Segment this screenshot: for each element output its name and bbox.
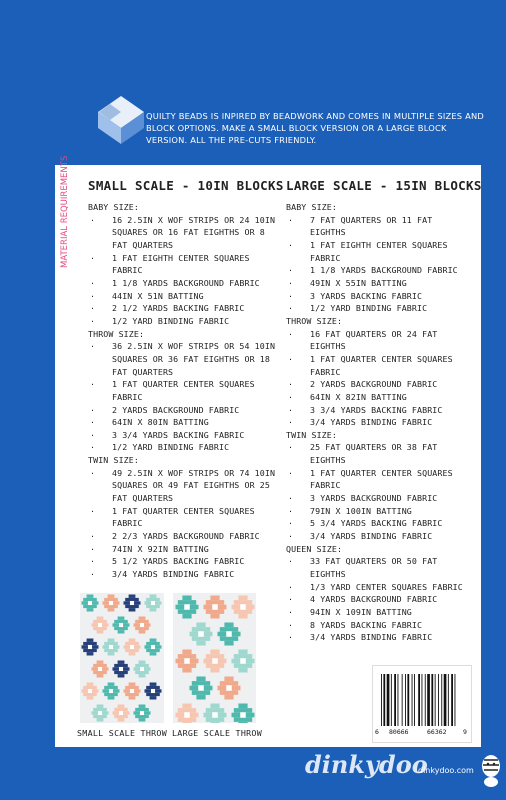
quilt-patch (108, 652, 115, 655)
quilt-patch (210, 722, 219, 723)
quilt-patch (178, 717, 196, 722)
material-label-text: MATERIAL REQUIREMENTS (60, 155, 70, 268)
bead-center (226, 631, 232, 637)
quilt-patch (196, 677, 205, 682)
quilt-patch (234, 717, 252, 722)
requirement-item: · 3 3/4 YARDS BACKING FABRIC (286, 404, 471, 417)
size-heading: BABY SIZE: (88, 202, 139, 212)
small-scale-title: SMALL SCALE - 10IN BLOCKS (88, 178, 284, 193)
requirement-list (286, 555, 471, 644)
quilt-patch (150, 608, 157, 611)
requirement-item: · 49IN X 55IN BATTING (286, 277, 471, 290)
quilt-patch (114, 620, 128, 623)
quilt-patch (83, 649, 97, 652)
requirement-item: · 3/4 YARDS BINDING FABRIC (286, 530, 471, 543)
requirement-item: · 5 1/2 YARDS BACKING FABRIC (88, 555, 283, 568)
bead-center (198, 631, 204, 637)
barcode-bar (422, 674, 423, 726)
barcode-digit-right: 9 (463, 728, 467, 736)
quilt-patch (83, 693, 97, 696)
quilt-patch (87, 608, 94, 611)
quilt-patch (139, 630, 146, 633)
quilt-patch (125, 598, 139, 601)
requirement-item: · 3/4 YARDS BINDING FABRIC (286, 416, 471, 429)
barcode-bar (435, 674, 436, 726)
bead-center (88, 601, 92, 605)
requirement-list (286, 441, 471, 542)
bead-center (240, 604, 246, 610)
quilt-patch (83, 686, 97, 689)
large-scale-list (286, 201, 471, 644)
quilt-patch (238, 704, 247, 709)
quilt-patch (234, 654, 252, 659)
barcode-bar (412, 674, 413, 726)
quilt-patch (108, 595, 115, 598)
quilt-patch (129, 595, 136, 598)
bead-center (130, 645, 134, 649)
requirement-item: · 4 YARDS BACKGROUND FABRIC (286, 593, 471, 606)
bead-center (130, 689, 134, 693)
barcode-bar (394, 674, 396, 726)
requirement-list (88, 467, 283, 581)
quilt-patch (150, 652, 157, 655)
requirement-item: · 1 FAT QUARTER CENTER SQUARES FABRIC (286, 353, 471, 378)
size-heading: THROW SIZE: (88, 328, 145, 339)
small-scale-column (88, 178, 283, 581)
quilt-patch (224, 623, 233, 628)
barcode-bar (398, 674, 399, 726)
requirement-item: · 2 YARDS BACKGROUND FABRIC (286, 378, 471, 391)
barcode-bar (455, 674, 456, 726)
quilt-patch (196, 695, 205, 700)
bead-center (240, 658, 246, 664)
quilt-patch (114, 671, 128, 674)
bead-center (109, 645, 113, 649)
quilt-patch (210, 596, 219, 601)
requirement-item: · 2 YARDS BACKGROUND FABRIC (88, 404, 283, 417)
requirement-list (286, 214, 471, 315)
quilt-patch (108, 683, 115, 686)
requirement-list (286, 328, 471, 429)
intro-text: QUILTY BEADS IS INPIRED BY BEADWORK AND COMES IN MULTIPLE SIZES AND BLOCK OPTIONS. MAKE A SMALL BLOCK VERSION OR A LARGE BLOCK VERSION. ALL THE PRE-CUTS FRIENDLY. (146, 111, 484, 146)
quilt-patch (135, 620, 149, 623)
requirement-item: · 64IN X 82IN BATTING (286, 391, 471, 404)
quilt-patch (87, 652, 94, 655)
dinkydoo-url: dinkydoo.com (418, 766, 474, 775)
quilt-patch (97, 617, 104, 620)
quilt-patch (220, 690, 238, 695)
bead-center (184, 604, 190, 610)
barcode-bar (387, 674, 390, 726)
bead-center (98, 667, 102, 671)
bead-center (212, 658, 218, 664)
quilt-patch (118, 674, 125, 677)
requirement-item: · 1 FAT QUARTER CENTER SQUARES FABRIC (286, 467, 471, 492)
quilt-patch (220, 681, 238, 686)
quilt-patch (93, 620, 107, 623)
quilt-patch (129, 696, 136, 699)
requirement-item: · 1/2 YARD BINDING FABRIC (286, 302, 471, 315)
quilt-patch (146, 649, 160, 652)
quilt-patch (114, 664, 128, 667)
quilt-patch (196, 623, 205, 628)
quilt-patch (178, 654, 196, 659)
requirement-item: · 2 1/2 YARDS BACKING FABRIC (88, 302, 283, 315)
bead-center (109, 601, 113, 605)
quilt-logo-icon (96, 94, 146, 146)
quilt-patch (139, 674, 146, 677)
quilt-patch (238, 722, 247, 723)
requirement-item: · 7 FAT QUARTERS OR 11 FAT EIGHTHS (286, 214, 471, 239)
quilt-patch (97, 718, 104, 721)
requirement-item: · 1 FAT EIGHTH CENTER SQUARES FABRIC (286, 239, 471, 264)
bead-center (212, 604, 218, 610)
bead-center (98, 711, 102, 715)
barcode-bar (414, 674, 415, 726)
quilt-patch (182, 722, 191, 723)
quilt-patch (108, 696, 115, 699)
requirement-item: · 1 1/8 YARDS BACKGROUND FABRIC (286, 264, 471, 277)
zebra-mascot-icon (478, 752, 504, 788)
quilt-patch (129, 683, 136, 686)
quilt-patch (238, 614, 247, 619)
bead-center (240, 712, 246, 718)
quilt-patch (135, 708, 149, 711)
quilt-patch (150, 696, 157, 699)
quilt-patch (83, 598, 97, 601)
quilt-patch (87, 683, 94, 686)
large-scale-column (286, 178, 482, 644)
quilt-patch (125, 605, 139, 608)
quilt-patch (192, 636, 210, 641)
quilt-patch (125, 693, 139, 696)
barcode-bar (441, 674, 442, 726)
requirement-item: · 1/2 YARD BINDING FABRIC (88, 315, 283, 328)
quilt-patch (146, 605, 160, 608)
quilt-patch (129, 639, 136, 642)
size-heading: QUEEN SIZE: (286, 543, 343, 554)
requirement-item: · 3 YARDS BACKGROUND FABRIC (286, 492, 471, 505)
requirement-item: · 64IN X 80IN BATTING (88, 416, 283, 429)
quilt-patch (139, 661, 146, 664)
barcode-bar (425, 674, 426, 726)
requirement-item: · 16 2.5IN X WOF STRIPS OR 24 10IN SQUARES OR 16 FAT EIGHTHS OR 8 FAT QUARTERS (88, 214, 283, 252)
quilt-patch (206, 609, 224, 614)
quilt-patch (220, 627, 238, 632)
quilt-patch (129, 608, 136, 611)
quilt-patch (150, 639, 157, 642)
barcode-bar (402, 674, 403, 726)
quilt-patch (118, 630, 125, 633)
quilt-patch (206, 654, 224, 659)
bead-center (184, 658, 190, 664)
barcode-digits-group1: 80666 (389, 728, 409, 736)
bead-center (212, 712, 218, 718)
small-scale-list (88, 201, 283, 581)
quilt-patch (210, 704, 219, 709)
requirement-item: · 8 YARDS BACKING FABRIC (286, 619, 471, 632)
quilt-patch (104, 686, 118, 689)
quilt-patch (118, 718, 125, 721)
large-scale-throw-label: LARGE SCALE THROW (172, 728, 263, 738)
small-scale-throw-label: SMALL SCALE THROW (77, 728, 168, 738)
bead-center (130, 601, 134, 605)
quilt-patch (93, 627, 107, 630)
quilt-patch (114, 627, 128, 630)
bead-center (88, 645, 92, 649)
requirement-item: · 36 2.5IN X WOF STRIPS OR 54 10IN SQUARES OR 36 FAT EIGHTHS OR 18 FAT QUARTERS (88, 340, 283, 378)
quilt-patch (83, 642, 97, 645)
quilt-patch (182, 650, 191, 655)
quilt-patch (104, 649, 118, 652)
requirement-item: · 25 FAT QUARTERS OR 38 FAT EIGHTHS (286, 441, 471, 466)
quilt-patch (146, 686, 160, 689)
requirement-item: · 44IN X 51N BATTING (88, 290, 283, 303)
quilt-patch (129, 652, 136, 655)
barcode-bar (418, 674, 420, 726)
size-heading: TWIN SIZE: (286, 429, 337, 440)
large-scale-throw-quilt-image (173, 593, 256, 723)
barcode-bar (407, 674, 409, 726)
quilt-patch (146, 693, 160, 696)
bead-center (88, 689, 92, 693)
quilt-patch (182, 704, 191, 709)
quilt-patch (93, 671, 107, 674)
quilt-patch (118, 705, 125, 708)
quilt-patch (210, 668, 219, 673)
quilt-patch (108, 639, 115, 642)
quilt-patch (139, 617, 146, 620)
bead-center (184, 712, 190, 718)
quilt-patch (125, 642, 139, 645)
size-heading: BABY SIZE: (286, 202, 337, 212)
barcode-bar (383, 674, 385, 726)
bead-center (98, 623, 102, 627)
requirement-item: · 1/2 YARD BINDING FABRIC (88, 441, 283, 454)
requirement-item: · 49 2.5IN X WOF STRIPS OR 74 10IN SQUARES OR 49 FAT EIGHTHS OR 25 FAT QUARTERS (88, 467, 283, 505)
bead-center (151, 601, 155, 605)
requirement-item: · 2 2/3 YARDS BACKGROUND FABRIC (88, 530, 283, 543)
quilt-patch (206, 717, 224, 722)
bead-center (140, 623, 144, 627)
quilt-patch (114, 715, 128, 718)
size-heading: TWIN SIZE: (88, 455, 139, 466)
requirement-item: · 94IN X 109IN BATTING (286, 606, 471, 619)
requirement-item: · 3 YARDS BACKING FABRIC (286, 290, 471, 303)
bead-center (119, 623, 123, 627)
barcode-bars (373, 666, 471, 742)
quilt-patch (135, 671, 149, 674)
quilt-patch (234, 600, 252, 605)
quilt-patch (178, 609, 196, 614)
bead-center (119, 667, 123, 671)
quilt-patch (139, 718, 146, 721)
barcode-bar (438, 674, 439, 726)
quilt-patch (104, 693, 118, 696)
quilt-patch (224, 677, 233, 682)
quilt-patch (182, 668, 191, 673)
requirement-item: · 1 FAT QUARTER CENTER SQUARES FABRIC (88, 378, 283, 403)
barcode-bar (444, 674, 447, 726)
quilt-patch (83, 605, 97, 608)
bead-center (140, 667, 144, 671)
quilt-patch (210, 614, 219, 619)
quilt-patch (93, 708, 107, 711)
quilt-patch (238, 596, 247, 601)
quilt-patch (178, 663, 196, 668)
quilt-patch (182, 614, 191, 619)
quilt-patch (206, 600, 224, 605)
quilt-background (80, 593, 164, 723)
barcode-bar (405, 674, 406, 726)
quilt-patch (97, 674, 104, 677)
quilt-patch (114, 708, 128, 711)
barcode-bar (451, 674, 453, 726)
quilt-patch (178, 600, 196, 605)
quilt-patch (139, 705, 146, 708)
requirement-item: · 33 FAT QUARTERS OR 50 FAT EIGHTHS (286, 555, 471, 580)
requirement-item: · 1 FAT EIGHTH CENTER SQUARES FABRIC (88, 252, 283, 277)
quilt-patch (146, 598, 160, 601)
quilt-patch (206, 663, 224, 668)
barcode-digit-left: 6 (375, 728, 379, 736)
bead-center (119, 711, 123, 715)
quilt-patch (97, 661, 104, 664)
quilt-patch (234, 663, 252, 668)
requirement-item: · 3/4 YARDS BINDING FABRIC (286, 631, 471, 644)
dinkydoo-watermark-logo: dinkydoo (305, 750, 428, 779)
quilt-patch (146, 642, 160, 645)
quilt-patch (87, 639, 94, 642)
quilt-patch (150, 683, 157, 686)
requirement-item: · 3 3/4 YARDS BACKING FABRIC (88, 429, 283, 442)
quilt-patch (238, 650, 247, 655)
quilt-patch (238, 668, 247, 673)
requirement-item: · 1 FAT QUARTER CENTER SQUARES FABRIC (88, 505, 283, 530)
quilt-patch (87, 595, 94, 598)
quilt-patch (192, 681, 210, 686)
quilt-patch (182, 596, 191, 601)
quilt-patch (97, 705, 104, 708)
quilt-patch (224, 641, 233, 646)
requirement-item: · 79IN X 100IN BATTING (286, 505, 471, 518)
quilt-patch (224, 695, 233, 700)
requirement-item: · 16 FAT QUARTERS OR 24 FAT EIGHTHS (286, 328, 471, 353)
quilt-patch (125, 686, 139, 689)
quilt-patch (206, 708, 224, 713)
requirement-item: · 3/4 YARDS BINDING FABRIC (88, 568, 283, 581)
barcode-bar (391, 674, 392, 726)
quilt-patch (150, 595, 157, 598)
bead-center (140, 711, 144, 715)
quilt-patch (118, 661, 125, 664)
requirement-item: · 1/3 YARD CENTER SQUARES FABRIC (286, 581, 471, 594)
barcode-bar (381, 674, 382, 726)
quilt-patch (104, 605, 118, 608)
quilt-patch (135, 715, 149, 718)
barcode-bar (431, 674, 433, 726)
requirement-item: · 1 1/8 YARDS BACKGROUND FABRIC (88, 277, 283, 290)
bead-center (151, 645, 155, 649)
requirement-list (88, 340, 283, 454)
quilt-patch (192, 627, 210, 632)
quilt-patch (135, 664, 149, 667)
quilt-patch (104, 598, 118, 601)
quilt-patch (210, 650, 219, 655)
quilt-patch (192, 690, 210, 695)
small-scale-throw-quilt-image (80, 593, 164, 723)
quilt-patch (104, 642, 118, 645)
barcode-bar (427, 674, 430, 726)
bead-center (226, 685, 232, 691)
quilt-patch (220, 636, 238, 641)
barcode-bar (448, 674, 449, 726)
bead-center (151, 689, 155, 693)
quilt-patch (118, 617, 125, 620)
quilt-patch (178, 708, 196, 713)
quilt-patch (234, 609, 252, 614)
bead-center (109, 689, 113, 693)
quilt-patch (93, 715, 107, 718)
quilt-patch (135, 627, 149, 630)
quilt-patch (93, 664, 107, 667)
large-scale-title: LARGE SCALE - 15IN BLOCKS (286, 178, 482, 193)
requirement-item: · 74IN X 92IN BATTING (88, 543, 283, 556)
bead-center (198, 685, 204, 691)
quilt-patch (97, 630, 104, 633)
quilt-patch (234, 708, 252, 713)
barcode (372, 665, 472, 743)
quilt-patch (125, 649, 139, 652)
requirement-list (88, 214, 283, 328)
quilt-patch (108, 608, 115, 611)
quilt-patch (87, 696, 94, 699)
size-heading: THROW SIZE: (286, 315, 343, 326)
quilt-patch (196, 641, 205, 646)
barcode-digits-group2: 66362 (427, 728, 447, 736)
material-requirements-label (60, 155, 88, 268)
requirement-item: · 5 3/4 YARDS BACKING FABRIC (286, 517, 471, 530)
